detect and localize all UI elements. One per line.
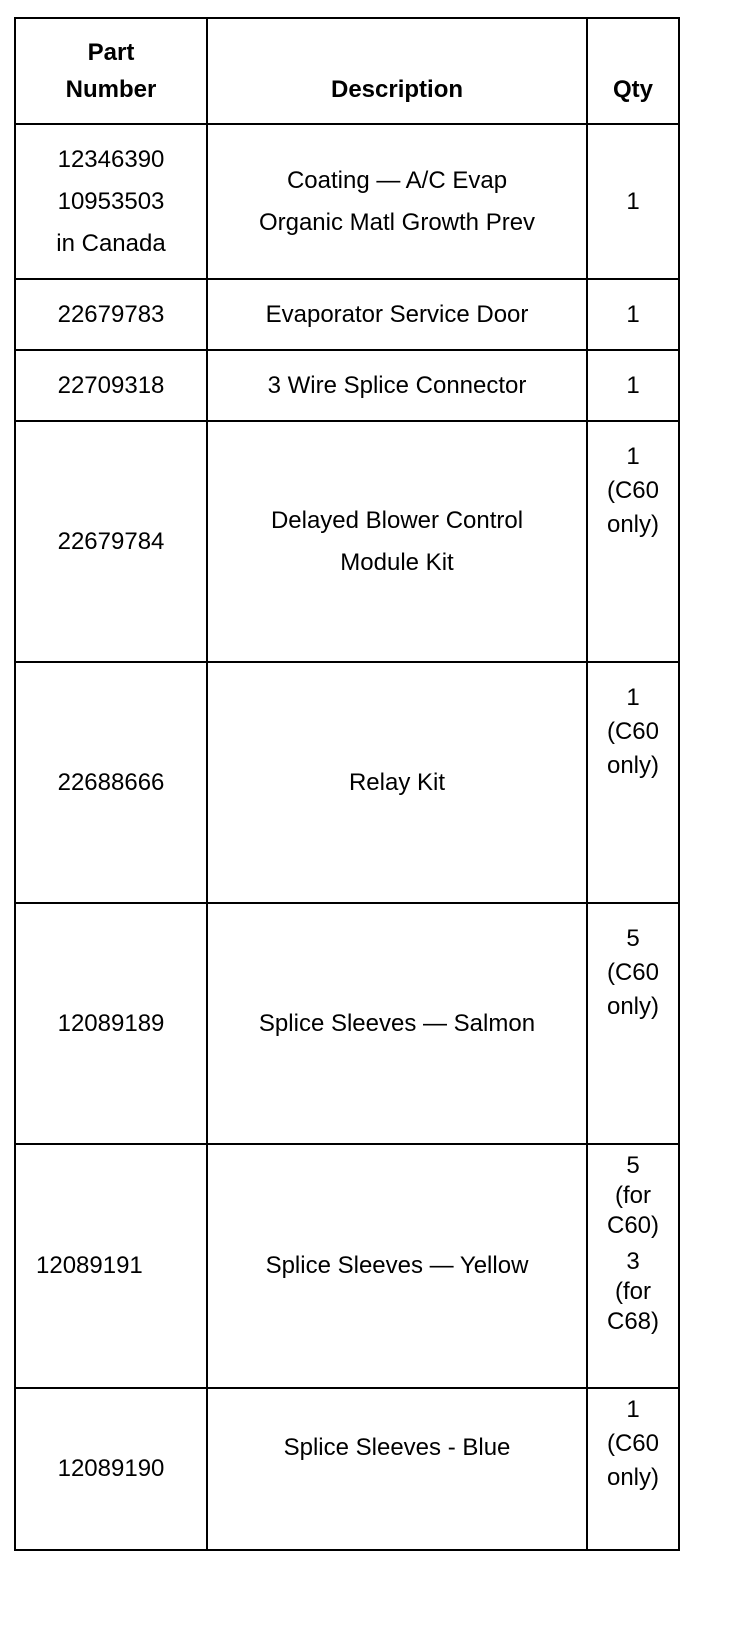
qty-cell xyxy=(587,124,679,279)
part-number-line: 12089190 xyxy=(57,1455,165,1482)
part-number-line: 10953503 xyxy=(57,187,165,215)
qty-line: (C60 xyxy=(606,718,660,745)
description-cell xyxy=(207,279,587,350)
description-cell xyxy=(207,1388,587,1550)
description-cell xyxy=(207,662,587,903)
qty-line: (C60 xyxy=(606,959,660,986)
part-number-header xyxy=(15,18,207,124)
part-header-line1: Part xyxy=(87,39,135,66)
part-number-line: 22709318 xyxy=(57,371,165,399)
part-number-line: 22688666 xyxy=(57,768,165,796)
qty-cell xyxy=(587,279,679,350)
part-number-line: 12346390 xyxy=(57,145,165,173)
description-line: Relay Kit xyxy=(348,768,446,796)
qty-cell xyxy=(587,421,679,662)
qty-line: 1 xyxy=(626,371,640,399)
part-number-cell xyxy=(15,903,207,1144)
table-row xyxy=(15,124,679,279)
qty-cell xyxy=(587,903,679,1144)
part-number-cell xyxy=(15,350,207,421)
qty-line: 1 xyxy=(626,1396,640,1423)
qty-cell xyxy=(587,1144,679,1388)
qty-line: 1 xyxy=(626,300,640,328)
table-row xyxy=(15,279,679,350)
qty-line: 1 xyxy=(626,187,640,215)
qty-line: 3 xyxy=(626,1248,640,1275)
part-number-cell xyxy=(15,662,207,903)
description-cell xyxy=(207,124,587,279)
description-cell xyxy=(207,1144,587,1388)
part-number-cell xyxy=(15,1144,207,1388)
qty-line: 5 xyxy=(626,925,640,952)
part-number-line: 22679783 xyxy=(57,300,165,328)
part-number-line: 22679784 xyxy=(57,527,165,555)
table-row xyxy=(15,1388,679,1550)
qty-line: only) xyxy=(606,752,660,779)
qty-line: (for xyxy=(615,1278,651,1305)
description-line: Delayed Blower Control xyxy=(270,506,524,534)
header-row xyxy=(15,18,679,124)
description-line: Organic Matl Growth Prev xyxy=(258,208,536,236)
part-number-line: 12089191 xyxy=(36,1252,143,1279)
description-line: Module Kit xyxy=(340,548,454,576)
qty-line: (C60 xyxy=(606,477,660,504)
description-line: Splice Sleeves — Yellow xyxy=(265,1252,529,1279)
qty-header: Qty xyxy=(587,18,679,124)
table-row xyxy=(15,662,679,903)
qty-line: 1 xyxy=(626,684,640,711)
description-line: Splice Sleeves - Blue xyxy=(283,1434,511,1461)
qty-cell xyxy=(587,1388,679,1550)
qty-line: only) xyxy=(606,1464,660,1491)
description-cell xyxy=(207,903,587,1144)
part-number-line: in Canada xyxy=(56,229,166,257)
qty-line: C68) xyxy=(606,1308,660,1335)
part-number-cell xyxy=(15,1388,207,1550)
qty-line: only) xyxy=(606,511,660,538)
qty-line: 1 xyxy=(626,443,640,470)
part-number-cell xyxy=(15,124,207,279)
description-line: Splice Sleeves — Salmon xyxy=(258,1009,536,1037)
parts-table xyxy=(14,17,680,1551)
part-number-line: 12089189 xyxy=(57,1009,165,1037)
qty-cell xyxy=(587,662,679,903)
description-line: Evaporator Service Door xyxy=(265,300,529,328)
qty-cell xyxy=(587,350,679,421)
description-line: Coating — A/C Evap xyxy=(286,166,508,194)
table-row xyxy=(15,350,679,421)
part-number-cell xyxy=(15,421,207,662)
table-row xyxy=(15,1144,679,1388)
qty-line: only) xyxy=(606,993,660,1020)
qty-line: C60) xyxy=(606,1212,660,1239)
part-number-cell xyxy=(15,279,207,350)
qty-line: (for xyxy=(615,1182,651,1209)
part-header-line2: Number xyxy=(65,76,157,103)
qty-line: (C60 xyxy=(606,1430,660,1457)
qty-line: 5 xyxy=(626,1152,640,1179)
table-row xyxy=(15,421,679,662)
table-row xyxy=(15,903,679,1144)
description-line: 3 Wire Splice Connector xyxy=(267,371,527,399)
description-cell xyxy=(207,350,587,421)
description-header: Description xyxy=(207,18,587,124)
description-cell xyxy=(207,421,587,662)
